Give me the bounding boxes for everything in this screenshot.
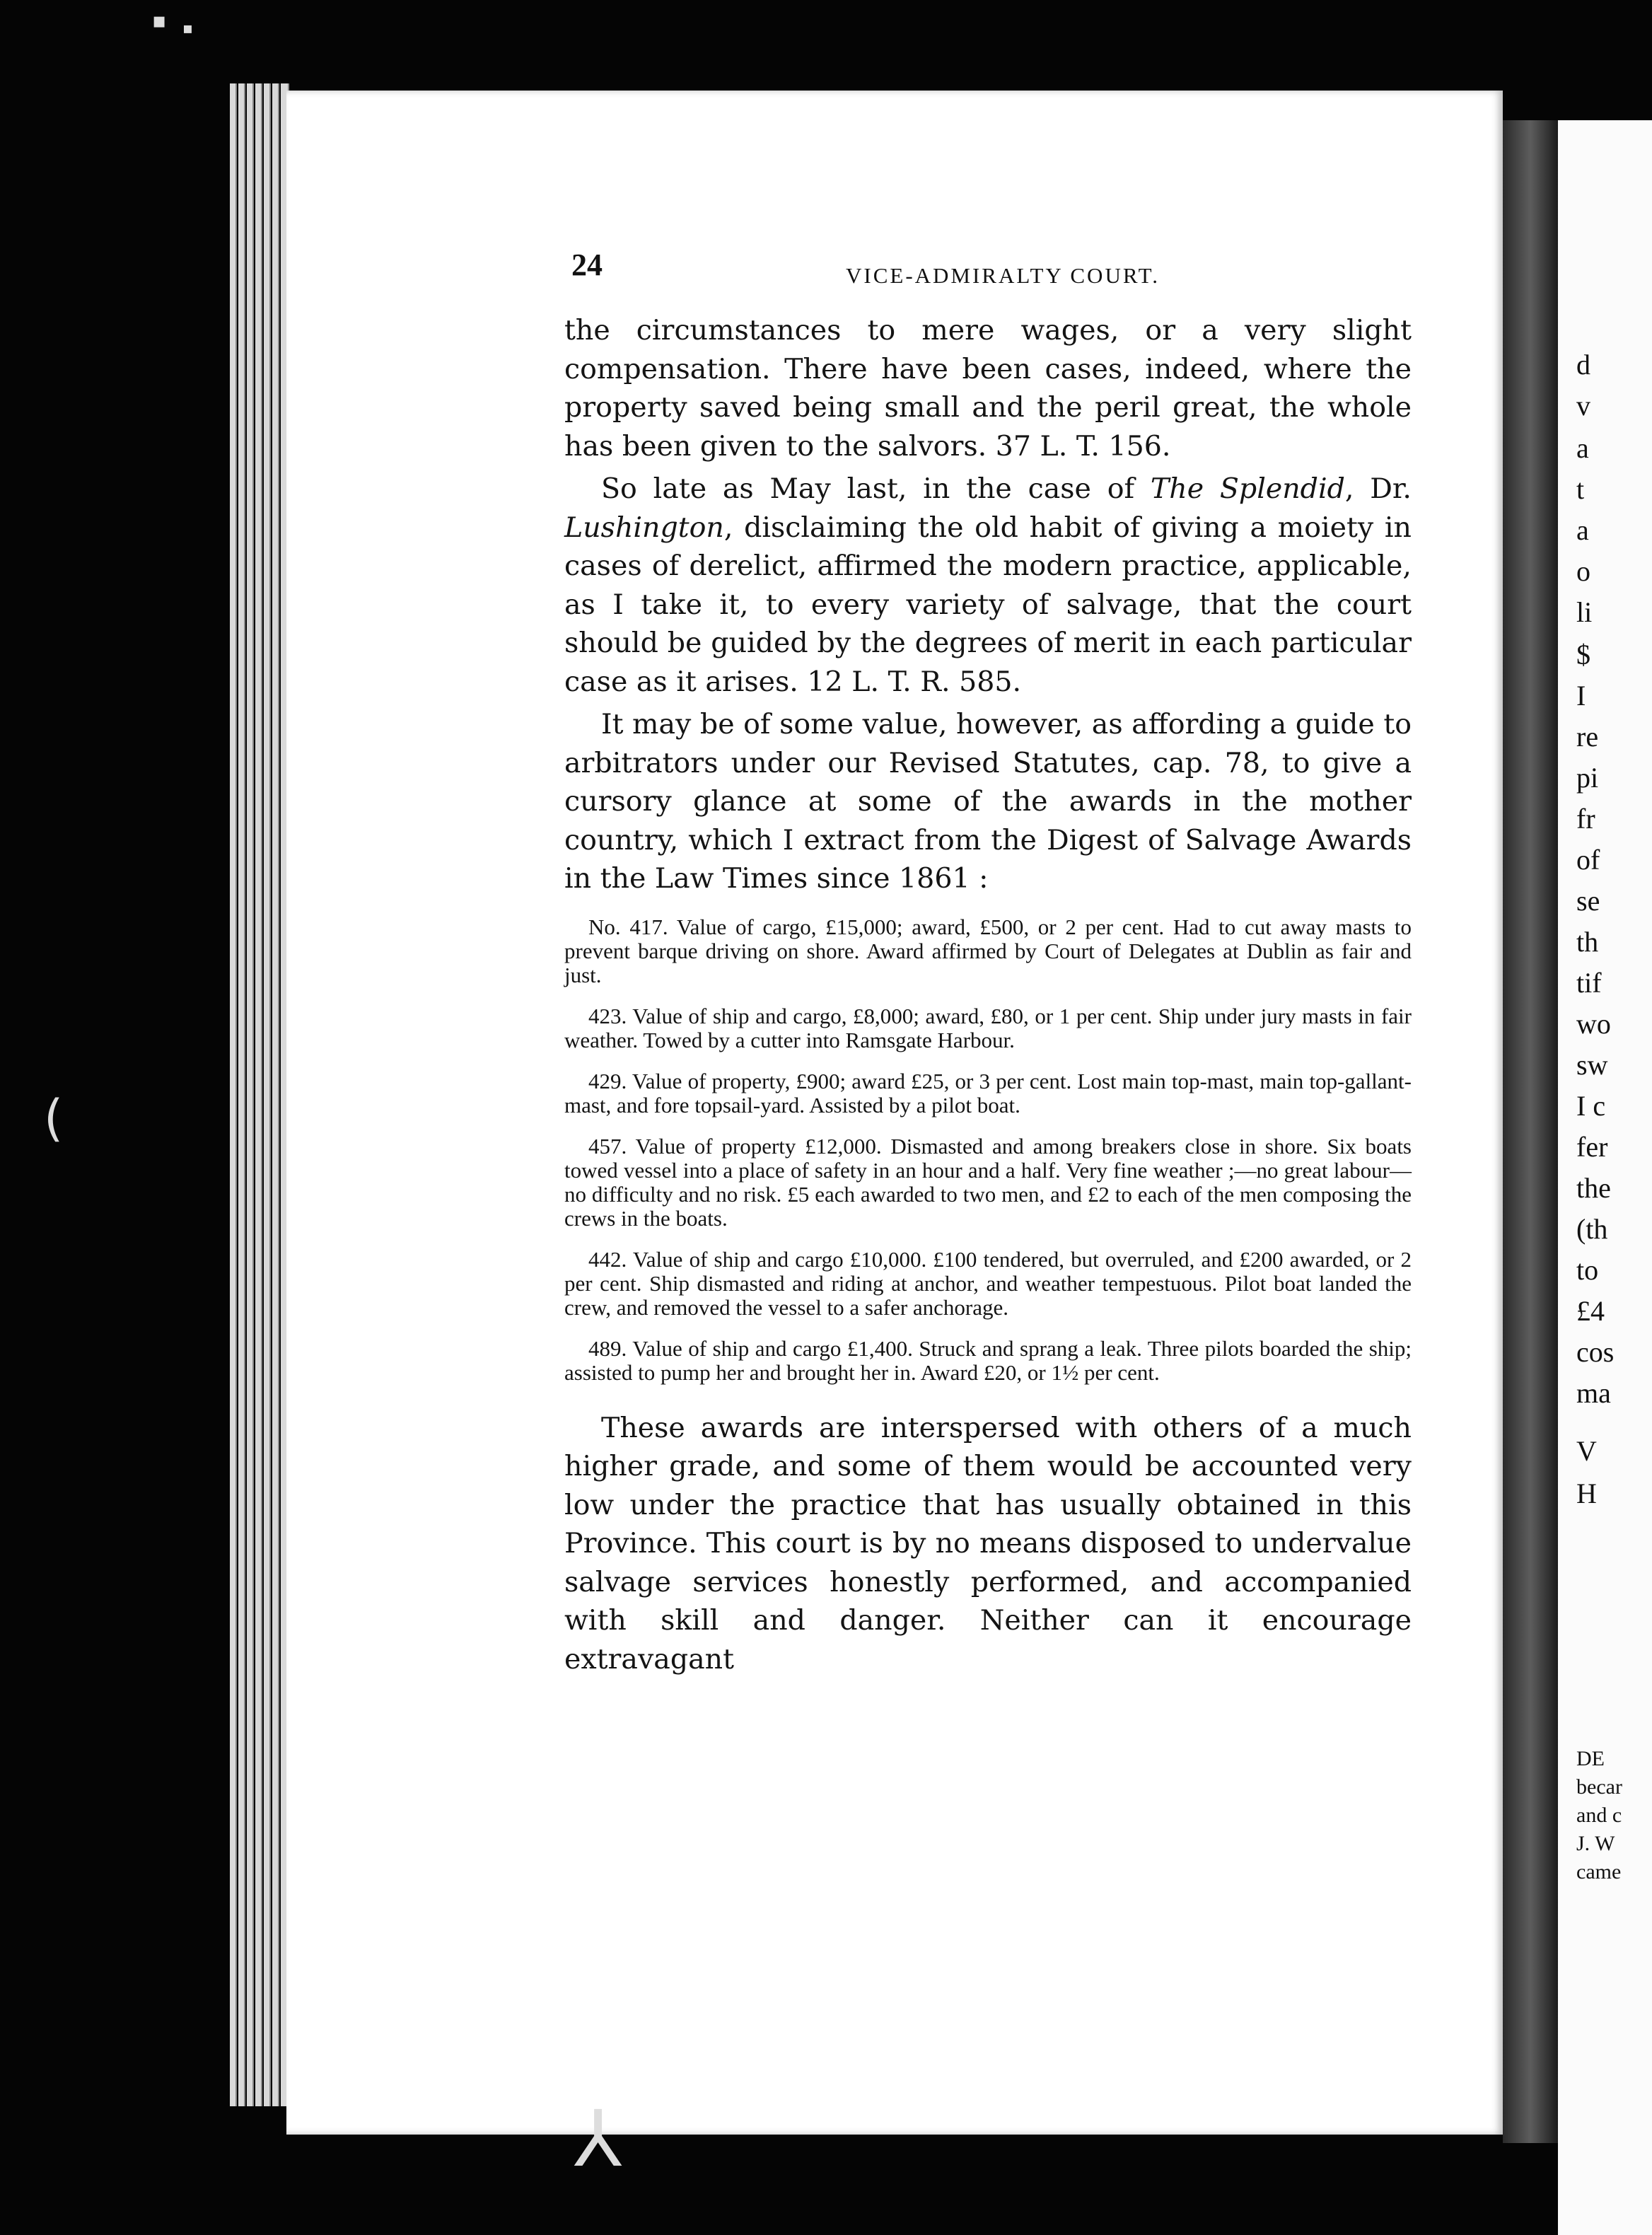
award-entry: No. 417. Value of cargo, £15,000; award, £500, or 2 per cent. Had to cut away masts to prevent barque driving on shore. Award affirmed by Court of Delegates at Dublin as fair and just. <box>564 914 1412 987</box>
case-name: The Splendid <box>1150 472 1345 505</box>
adjacent-page-fragment: tif <box>1576 967 1602 999</box>
adjacent-page <box>1558 120 1652 2235</box>
award-entry: 442. Value of ship and cargo £10,000. £100 tendered, but overruled, and £200 awarded, or 2 per cent. Ship dismasted and riding at anchor, and weather tempestuous. Pilot boat landed the crew, and removed the vessel to a safer anchorage. <box>564 1246 1412 1320</box>
award-entry: 423. Value of ship and cargo, £8,000; award, £80, or 1 per cent. Ship under jury masts in fair weather. Towed by a cutter into Ramsgate Harbour. <box>564 1003 1412 1052</box>
adjacent-page-fragment: d <box>1576 349 1590 381</box>
adjacent-page-fragment: $ <box>1576 639 1590 670</box>
adjacent-page-fragment: I <box>1576 680 1586 712</box>
film-speck: ▪ <box>182 20 193 37</box>
adjacent-page-fragment: cos <box>1576 1336 1615 1368</box>
adjacent-page-fragment: H <box>1576 1478 1597 1509</box>
book-gutter <box>1503 120 1558 2143</box>
adjacent-page-fragment: and c <box>1576 1804 1622 1827</box>
film-scratch: ⅄ <box>574 2094 622 2184</box>
paragraph: These awards are interspersed with others of a much higher grade, and some of them would be accounted very low under the practice that has usually obtained in this Province. This court is by no means disposed to undervalue salvage services honestly performed, and accompanied with skill and danger. Neither can it encourage extravagant <box>564 1411 1412 1676</box>
judge-name: Lushington <box>564 511 724 544</box>
adjacent-page-fragment: fr <box>1576 803 1595 835</box>
running-title: VICE-ADMIRALTY COURT. <box>846 263 1161 288</box>
page-number: 24 <box>571 248 603 282</box>
page-edge <box>238 83 245 2106</box>
adjacent-page-fragment: li <box>1576 596 1593 628</box>
paragraph: So late as May last, in the case of The Splendid, Dr. Lushington, disclaiming the old habit of giving a moiety in cases of derelict, affirmed the modern practice, applicable, as I take it, to every variety of salvage, that the court should be guided by the degrees of merit in each particular case as it arises. 12 L. T. R. 585. <box>564 472 1412 698</box>
adjacent-page-fragment: came <box>1576 1860 1622 1883</box>
page-edge <box>264 83 271 2106</box>
adjacent-page-fragment: a <box>1576 432 1589 464</box>
page-edge <box>272 83 279 2106</box>
award-entry: 457. Value of property £12,000. Dismasted and among breakers close in shore. Six boats towed vessel into a place of safety in an hour and a half. Very fine weather ;—no great labour—no difficulty and no risk. £5 each awarded to two men, and £2 to each of the men composing the crews in the boats. <box>564 1133 1412 1231</box>
adjacent-page-fragment: J. W <box>1576 1832 1615 1855</box>
paragraph: It may be of some value, however, as affording a guide to arbitrators under our Revised Statutes, cap. 78, to give a cursory glance at some of the awards in the mother country, which I extract from the Digest of Salvage Awards in the Law Times since 1861 : <box>564 708 1412 895</box>
paragraph: the circumstances to mere wages, or a very slight compensation. There have been cases, indeed, where the property saved being small and the peril great, the whole has been given to the salvors. 37 L. T. 156. <box>564 314 1412 463</box>
adjacent-page-fragment: a <box>1576 514 1589 546</box>
adjacent-page-fragment: the <box>1576 1172 1611 1204</box>
adjacent-page-fragment: th <box>1576 926 1599 958</box>
adjacent-page-fragment: pi <box>1576 762 1599 794</box>
adjacent-page-fragment: I c <box>1576 1090 1606 1122</box>
award-entry: 429. Value of property, £900; award £25, or 3 per cent. Lost main top-mast, main top-gallant-mast, and fore topsail-yard. Assisted by a pilot boat. <box>564 1068 1412 1118</box>
film-speck: ▪ <box>152 8 167 33</box>
adjacent-page-fragment: V <box>1576 1435 1597 1467</box>
adjacent-page-fragment: ma <box>1576 1377 1611 1409</box>
adjacent-page-fragment: se <box>1576 885 1600 917</box>
adjacent-page-fragment: t <box>1576 473 1585 505</box>
adjacent-page-fragment: to <box>1576 1254 1599 1286</box>
adjacent-page-fragment: becar <box>1576 1775 1622 1799</box>
page-text <box>564 311 1412 1683</box>
film-scratch: ( <box>44 1089 64 1147</box>
adjacent-page-fragment: of <box>1576 844 1600 876</box>
adjacent-page-fragment: re <box>1576 721 1599 753</box>
page-edge <box>255 83 262 2106</box>
award-entry: 489. Value of ship and cargo £1,400. Struck and sprang a leak. Three pilots boarded the ship; assisted to pump her and brought her in. Award £20, or 1½ per cent. <box>564 1335 1412 1385</box>
adjacent-page-fragment: DE <box>1576 1747 1605 1770</box>
page-edge <box>230 83 237 2106</box>
adjacent-page-fragment: fer <box>1576 1131 1608 1163</box>
page-edge <box>247 83 254 2106</box>
adjacent-page-fragment: o <box>1576 555 1590 587</box>
adjacent-page-fragment: v <box>1576 390 1590 422</box>
adjacent-page-fragment: £4 <box>1576 1295 1605 1327</box>
adjacent-page-fragment: sw <box>1576 1049 1608 1081</box>
adjacent-page-fragment: (th <box>1576 1213 1608 1245</box>
adjacent-page-fragment: wo <box>1576 1008 1611 1040</box>
